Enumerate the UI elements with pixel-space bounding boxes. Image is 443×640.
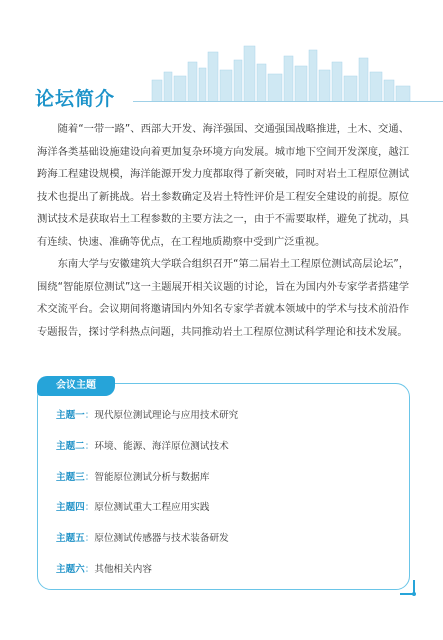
themes-panel-title: 会议主题 <box>37 376 115 396</box>
theme-text: 原位测试重大工程应用实践 <box>94 502 210 514</box>
theme-item: 主题六：其他相关内容 <box>56 563 152 575</box>
forum-introduction <box>37 118 409 343</box>
theme-text: 环境、能源、海洋原位测试技术 <box>94 440 229 452</box>
theme-text: 其他相关内容 <box>94 563 152 575</box>
theme-label: 主题三 <box>56 471 85 483</box>
themes-list <box>56 407 396 592</box>
theme-item: 主题三：智能原位测试分析与数据库 <box>56 471 210 483</box>
theme-text: 原位测试传感器与技术装备研发 <box>94 533 229 545</box>
theme-label: 主题五 <box>56 533 85 545</box>
theme-item: 主题一：现代原位测试理论与应用技术研究 <box>56 410 239 421</box>
section-title: 论坛简介 <box>35 88 116 110</box>
theme-text: 智能原位测试分析与数据库 <box>94 471 210 483</box>
theme-label: 主题一 <box>56 410 85 421</box>
theme-item: 主题二：环境、能源、海洋原位测试技术 <box>56 440 229 452</box>
intro-paragraph: 东南大学与安徽建筑大学联合组织召开“第二届岩土工程原位测试高层论坛”，围绕“智能原位测试”这一主题展开相关议题的讨论，旨在为国内外专家学者搭建学术交流平台。会议期间将邀请国内外知名专家学者就本领域中的学术与技术前沿作专题报告，探讨学科热点问题，共同推动岩土工程原位测试科学理论和技术发展。 <box>37 258 409 338</box>
theme-label: 主题二 <box>56 440 85 452</box>
theme-label: 主题四 <box>56 502 85 514</box>
section-header <box>35 84 415 114</box>
title-divider <box>133 101 443 102</box>
theme-text: 现代原位测试理论与应用技术研究 <box>94 410 239 421</box>
theme-item: 主题四：原位测试重大工程应用实践 <box>56 502 210 514</box>
theme-label: 主题六 <box>56 563 85 575</box>
theme-item: 主题五：原位测试传感器与技术装备研发 <box>56 533 229 545</box>
corner-decoration-icon <box>398 578 416 596</box>
intro-paragraph: 随着“一带一路”、西部大开发、海洋强国、交通强国战略推进，土木、交通、海洋各类基础设施建设向着更加复杂环境方向发展。城市地下空间开发深度，越江跨海工程建设规模，海洋能源开发力度都取得了新突破，同时对岩土工程原位测试技术也提出了新挑战。岩土参数确定及岩土特性评价是工程安全建设的前提。原位测试技术是获取岩土工程参数的主要方法之一，由于不需要取样，避免了扰动，具有连续、快速、准确等优点，在工程地质勘察中受到广泛重视。 <box>37 123 409 248</box>
